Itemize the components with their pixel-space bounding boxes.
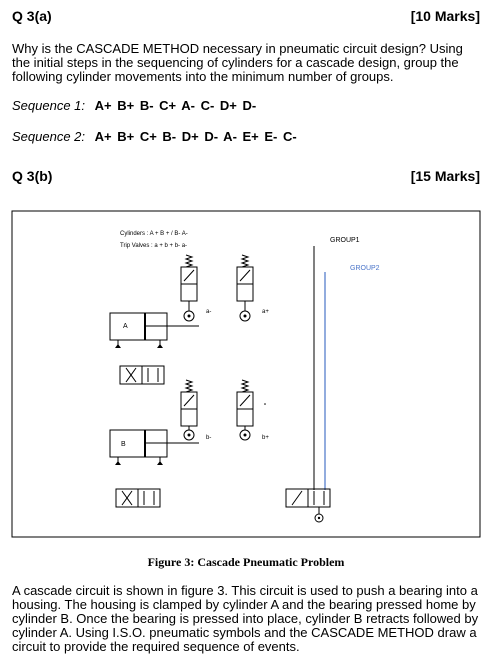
cylinder-b-label: B <box>121 441 126 448</box>
cascade-valve <box>286 489 330 522</box>
trip-valve-b-minus <box>181 380 211 441</box>
q3a-title: Q 3(a) <box>12 8 52 24</box>
sequence-1-label: Sequence 1: <box>12 98 86 113</box>
figure-caption: Figure 3: Cascade Pneumatic Problem <box>147 555 345 569</box>
q3a-marks: [10 Marks] <box>410 8 480 24</box>
group2-label: GROUP2 <box>350 265 380 272</box>
sequence-2-steps: A+ B+ C+ B- D+ D- A- E+ E- C- <box>94 129 297 144</box>
trip-valve-a-plus <box>237 255 269 321</box>
cylinder-b <box>110 430 199 465</box>
cylinder-a <box>110 313 199 348</box>
trip-valve-b-minus-label: b- <box>206 435 212 441</box>
description-paragraph: A cascade circuit is shown in figure 3. This circuit is used to push a bearing into a housing. The housing is clamped by cylinder A and the bearing pressed home by cylinder B. Once the bearing is pressed into place, cylinder B retracts followed by cylinder A. Using I.S.O. pneumatic symbols and the CASCADE METHOD draw a circuit to provide the required sequence of events. <box>12 583 479 654</box>
q3a-body: Why is the CASCADE METHOD necessary in pneumatic circuit design? Using the initial steps in the sequencing of cylinders for a cascade design, group the following cylinder movements into the minimum number of groups. <box>12 41 463 84</box>
trip-valve-a-plus-label: a+ <box>262 309 269 315</box>
q3b-marks: [15 Marks] <box>410 168 480 184</box>
trip-valve-b-plus-label: b+ <box>262 435 269 441</box>
valve-b-main <box>116 489 160 507</box>
trip-valve-a-minus <box>181 255 211 321</box>
valve-a-main <box>120 366 164 384</box>
trip-valve-a-minus-label: a- <box>206 309 212 315</box>
cylinders-line: Cylinders : A + B + / B- A- <box>120 231 188 237</box>
trip-valve-b-plus <box>237 380 269 441</box>
group1-label: GROUP1 <box>330 237 360 244</box>
sequence-2-label: Sequence 2: <box>12 129 86 144</box>
trip-valves-line: Trip Valves : a + b + b- a- <box>120 243 188 249</box>
sequence-1-steps: A+ B+ B- C+ A- C- D+ D- <box>94 98 257 113</box>
q3b-title: Q 3(b) <box>12 168 53 184</box>
cylinder-a-label: A <box>123 323 128 330</box>
